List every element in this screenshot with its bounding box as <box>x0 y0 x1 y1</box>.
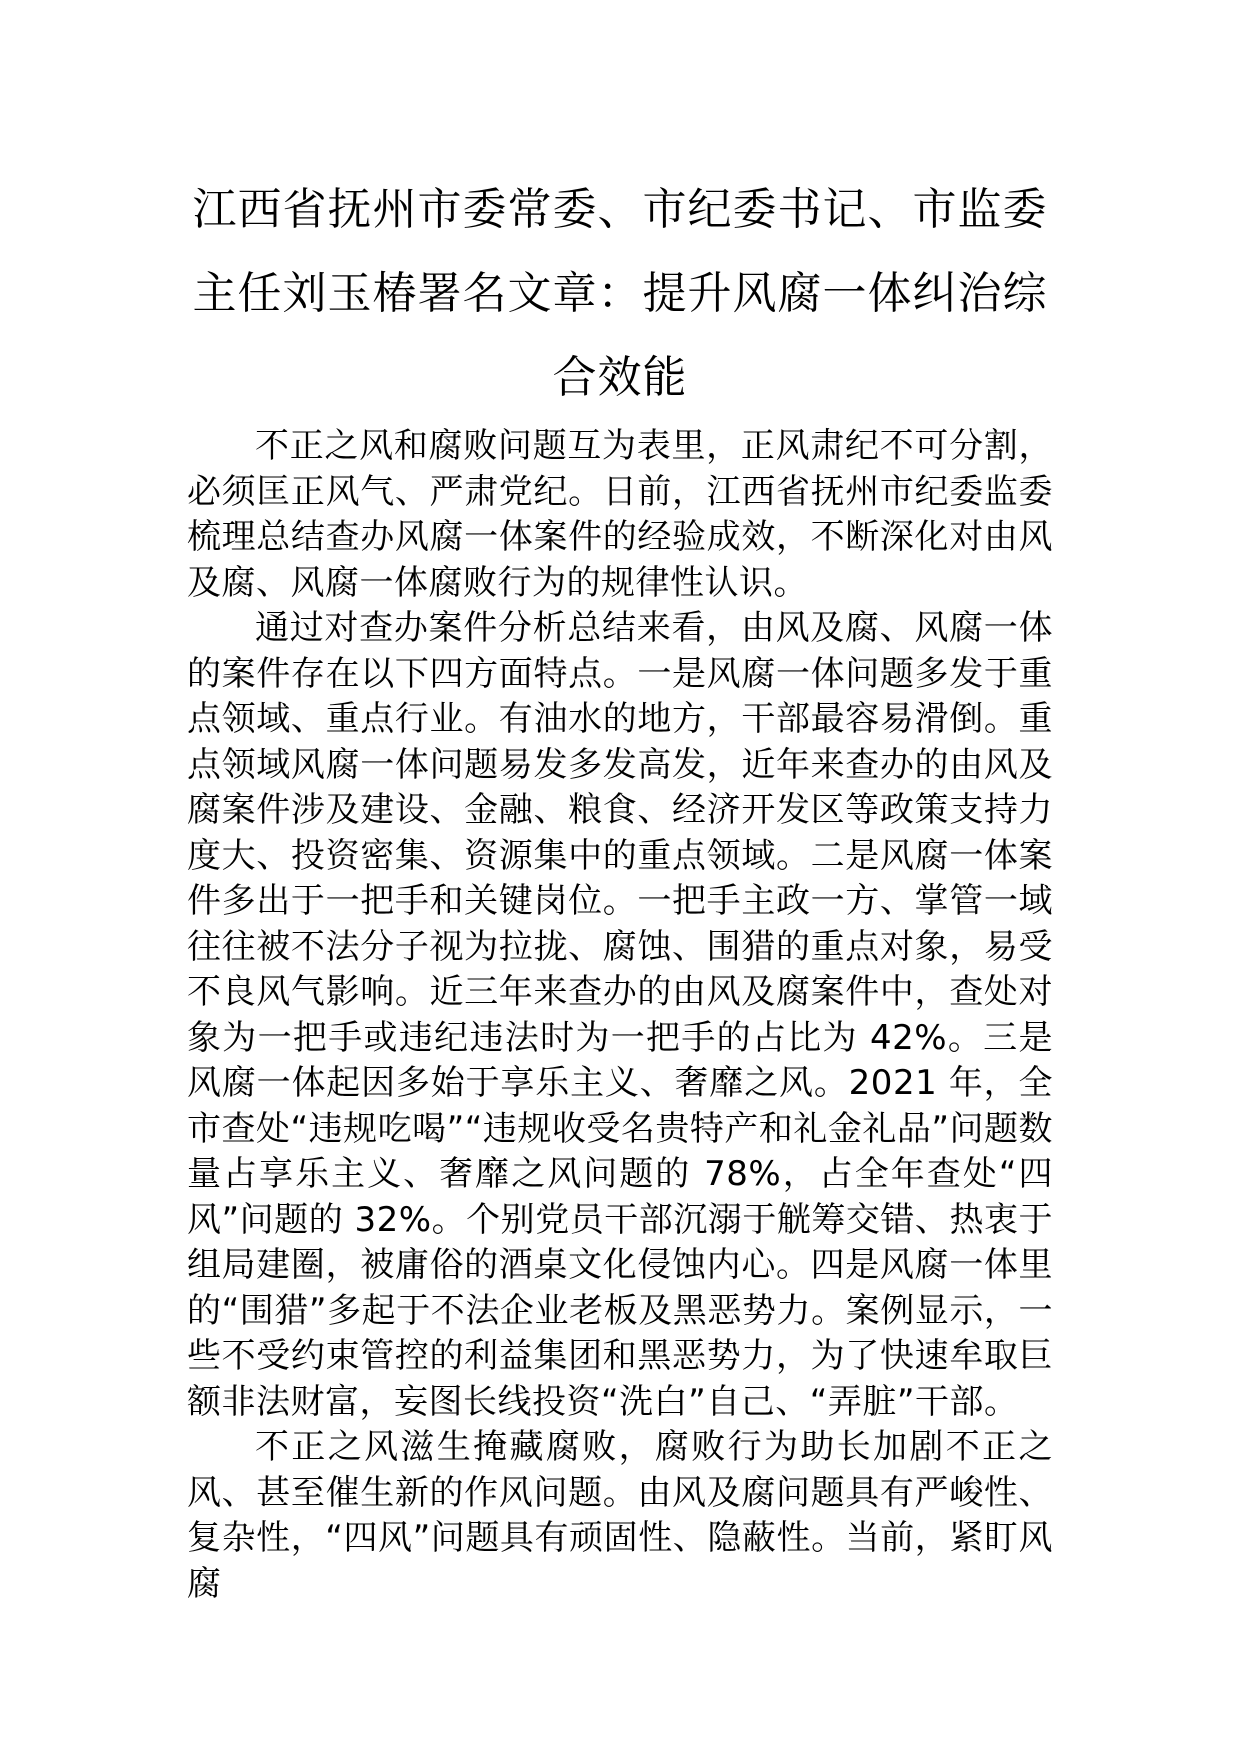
paragraph-analysis: 不正之风滋生掩藏腐败，腐败行为助长加剧不正之风、甚至催生新的作风问题。由风及腐问题具有严峻性、复杂性，“四风”问题具有顽固性、隐蔽性。当前，紧盯风腐 <box>187 1427 1053 1604</box>
article-body <box>187 424 1053 1607</box>
paragraph-characteristics: 通过对查办案件分析总结来看，由风及腐、风腐一体的案件存在以下四方面特点。一是风腐一体问题多发于重点领域、重点行业。有油水的地方，干部最容易滑倒。重点领域风腐一体问题易发多发高发，近年来查办的由风及腐案件涉及建设、金融、粮食、经济开发区等政策支持力度大、投资密集、资源集中的重点领域。二是风腐一体案件多出于一把手和关键岗位。一把手主政一方、掌管一域往往被不法分子视为拉拢、腐蚀、围猎的重点对象，易受不良风气影响。近三年来查办的由风及腐案件中，查处对象为一把手或违纪违法时为一把手的占比为 42%。三是风腐一体起因多始于享乐主义、奢靡之风。2021 年，全市查处“违规吃喝”“违规收受名贵特产和礼金礼品”问题数量占享乐主义、奢靡之风问题的 78%，占全年查处“四风”问题的 32%。个别党员干部沉溺于觥筹交错、热衷于组局建圈，被庸俗的酒桌文化侵蚀内心。四是风腐一体里的“围猎”多起于不法企业老板及黑恶势力。案例显示，一些不受约束管控的利益集团和黑恶势力，为了快速牟取巨额非法财富，妄图长线投资“洗白”自己、“弄脏”干部。 <box>187 608 1053 1422</box>
paragraph-intro: 不正之风和腐败问题互为表里，正风肃纪不可分割，必须匡正风气、严肃党纪。日前，江西省抚州市纪委监委梳理总结查办风腐一体案件的经验成效，不断深化对由风及腐、风腐一体腐败行为的规律性认识。 <box>187 426 1053 603</box>
article-title: 江西省抚州市委常委、市纪委书记、市监委主任刘玉椿署名文章：提升风腐一体纠治综合效能 <box>192 184 1048 403</box>
